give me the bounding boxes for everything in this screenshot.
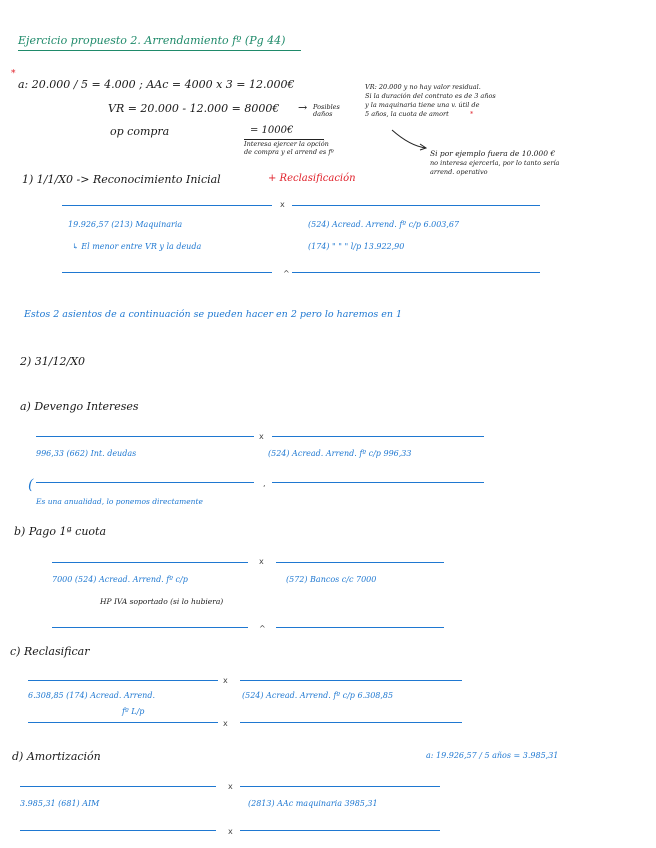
vr-note-2: Si la duración del contrato es de 3 años: [365, 92, 496, 100]
journal-line: [36, 436, 254, 437]
ejemplo-note-3: arrend. operativo: [430, 168, 488, 176]
section-c-heading: c) Reclasificar: [10, 645, 90, 658]
s1-credit-1: (524) Acread. Arrend. fº c/p 6.003,67: [308, 220, 460, 229]
journal-line: [240, 830, 440, 831]
journal-separator: x: [259, 557, 264, 566]
section-b-heading: b) Pago 1ª cuota: [14, 525, 107, 538]
sa-credit: (524) Acread. Arrend. fº c/p 996,33: [268, 449, 412, 458]
journal-line: [272, 436, 484, 437]
journal-line: [62, 272, 272, 273]
journal-line: [62, 205, 272, 206]
s1-debit: 19.926,57 (213) Maquinaria: [68, 220, 183, 229]
sd-calc: a: 19.926,57 / 5 años = 3.985,31: [426, 751, 559, 760]
ejemplo-note-1: Si por ejemplo fuera de 10.000 €: [430, 149, 556, 158]
journal-separator: x: [223, 676, 228, 685]
journal-separator: x: [280, 200, 285, 209]
sc-credit: (524) Acread. Arrend. fº c/p 6.308,85: [242, 691, 394, 700]
journal-line: [36, 482, 254, 483]
journal-line: [276, 562, 444, 563]
sa-debit: 996,33 (662) Int. deudas: [36, 449, 137, 458]
vr-calculation: VR = 20.000 - 12.000 = 8000€: [108, 102, 280, 115]
journal-separator: ,: [263, 479, 266, 488]
arrow-icon: →: [298, 101, 308, 114]
journal-line: [240, 786, 440, 787]
op-compra-value: = 1000€: [250, 125, 294, 136]
sa-note: Es una anualidad, lo ponemos directamente: [36, 497, 203, 506]
sd-credit: (2813) AAc maquinaria 3985,31: [248, 799, 378, 808]
sb-debit-2: HP IVA soportado (si lo hubiera): [100, 597, 224, 606]
curved-arrow-icon: [390, 128, 430, 152]
intereses-note-2: de compra y el arrend es fº: [244, 148, 334, 156]
journal-line: [240, 680, 462, 681]
journal-line: [292, 205, 540, 206]
vr-note-1: VR: 20.000 y no hay valor residual.: [365, 83, 481, 91]
asterisk-icon: *: [11, 69, 16, 79]
journal-separator: x: [259, 432, 264, 441]
s1-credit-2: (174) " " " l/p 13.922,90: [308, 242, 405, 251]
sb-credit: (572) Bancos c/c 7000: [286, 575, 377, 584]
journal-line: [28, 722, 218, 723]
journal-line: [52, 627, 248, 628]
journal-line: [20, 830, 216, 831]
journal-line: [240, 722, 462, 723]
section-1-heading-red: + Reclasificación: [268, 173, 356, 184]
journal-line: [52, 562, 248, 563]
posibles-danos: Posibles daños: [313, 103, 340, 119]
sd-debit: 3.985,31 (681) AIM: [20, 799, 100, 808]
journal-line: [276, 627, 444, 628]
journal-line: [272, 482, 484, 483]
bracket-icon: (: [28, 477, 34, 493]
sb-debit: 7000 (524) Acread. Arrend. fº c/p: [52, 575, 188, 584]
journal-separator: x: [228, 782, 233, 791]
journal-separator: ^: [283, 269, 290, 278]
a-calculation: a: 20.000 / 5 = 4.000 ; AAc = 4000 x 3 = 12.000€: [18, 78, 295, 91]
journal-separator: ^: [259, 624, 266, 633]
journal-line: [28, 680, 218, 681]
sc-debit: 6.308,85 (174) Acread. Arrend.: [28, 691, 155, 700]
red-asterisk-icon: *: [470, 110, 474, 118]
op-compra-label: op compra: [110, 125, 170, 138]
middle-note: Estos 2 asientos de a continuación se pueden hacer en 2 pero lo haremos en 1: [24, 309, 403, 320]
section-2-heading: 2) 31/12/X0: [20, 355, 86, 368]
intereses-note-1: Interesa ejercer la opción: [244, 140, 329, 148]
section-a-heading: a) Devengo Intereses: [20, 400, 139, 413]
journal-separator: x: [223, 719, 228, 728]
vr-note-3: y la maquinaria tiene una v. útil de: [365, 101, 480, 109]
s1-note: ↳ El menor entre VR y la deuda: [72, 242, 202, 251]
section-d-heading: d) Amortización: [12, 750, 101, 763]
vr-note-4: 5 años, la cuota de amort: [365, 110, 449, 118]
journal-separator: x: [228, 827, 233, 836]
page-title: Ejercicio propuesto 2. Arrendamiento fº (Pg 44): [18, 34, 286, 47]
journal-line: [292, 272, 540, 273]
journal-line: [20, 786, 216, 787]
sc-debit-2: fº L/p: [122, 707, 145, 716]
ejemplo-note-2: no interesa ejercerla, por lo tanto sería: [430, 159, 560, 167]
title-underline: [18, 50, 301, 51]
section-1-heading: 1) 1/1/X0 -> Reconocimiento Inicial: [22, 173, 221, 186]
